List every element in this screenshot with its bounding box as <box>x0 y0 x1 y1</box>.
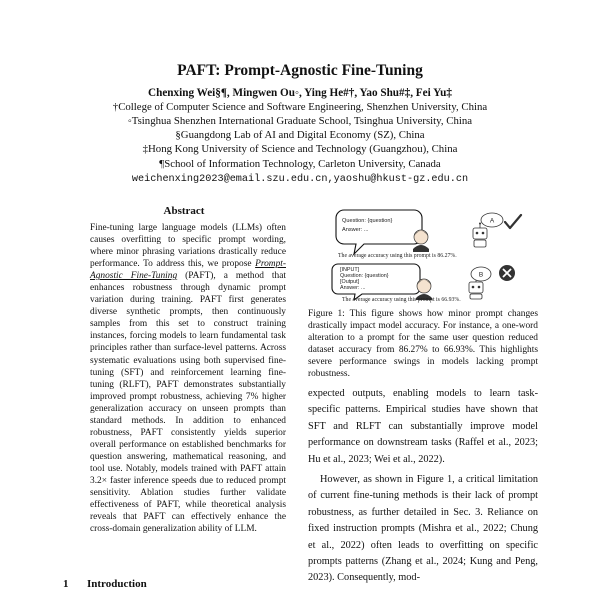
robot-icon <box>473 223 487 248</box>
prompt-line-bottom-4: Answer: ... <box>340 285 366 291</box>
abstract-body <box>90 222 286 535</box>
answer-text-bottom: B <box>478 271 484 279</box>
affiliation-3: §Guangdong Lab of AI and Digital Economy (SZ), China <box>175 129 425 141</box>
figure-caption: Figure 1: This figure shows how minor prompt changes drastically impact model accuracy. For instance, a one-word alteration to a prompt for the same user question reduced dataset accuracy from 86.27% to 66.93%. This highlights severe performance swings in models lacking prompt robustness. <box>308 309 538 380</box>
answer-bubble-top <box>481 213 503 227</box>
section-number: 1 <box>63 578 69 590</box>
abstract-heading: Abstract <box>163 205 205 217</box>
figure-1 <box>308 200 538 300</box>
answer-text-top: A <box>489 217 495 225</box>
paragraph: However, as shown in Figure 1, a critical limitation of current fine-tuning methods is their lack of prompt robustness, as further detailed in Sec. 3. Reliance on fixed instruction prompts (Mishra et al., 2022; Chung et al., 2022) often leads to overfitting on specific prompts patterns (Zhang et al., 2024; Kung and Peng, 2023). Consequently, mod- <box>308 474 538 584</box>
result-text-bottom: The average accuracy using this prompt is 66.93%. <box>342 297 461 303</box>
section-heading-introduction <box>63 578 147 590</box>
cross-icon <box>499 265 515 281</box>
prompt-line-bottom-2: Question: {question} <box>340 273 389 279</box>
section-title: Introduction <box>87 578 147 590</box>
abstract-text-before: Fine-tuning large language models (LLMs) often causes overfitting to specific prompt wording, where minor phrasing variations drastically reduce performance. To address this, we propose <box>90 223 286 270</box>
prompt-line-top-2: Answer: ... <box>342 227 369 233</box>
answer-bubble-bottom <box>471 267 491 281</box>
result-text-top: The average accuracy using this prompt is 86.27%. <box>338 253 457 259</box>
prompt-line-top-1: Question: {question} <box>342 218 393 224</box>
affiliation-2: ◦Tsinghua Shenzhen International Graduate School, Tsinghua University, China <box>127 115 473 127</box>
author-list: Chenxing Wei§¶, Mingwen Ou◦, Ying He#†, Yao Shu#‡, Fei Yu‡ <box>148 87 452 99</box>
abstract-text-after: (PAFT), a method that enhances robustness through dynamic prompt variation during training. PAFT first generates diverse synthetic prompts, then continuously samples from this set to construct training instances, forcing models to learn fundamental task principles rather than surface-level patterns. Across systematic evaluations using both supervised fine-tuning (SFT) and reinforcement learning fine-tuning (RLFT), PAFT demonstrates substantially improved prompt robustness, achieving 7% higher generalization accuracy on unseen prompts than standard methods. In addition to enhanced robustness, PAFT consistently yields superior overall performance on established benchmarks for question answering, mathematical reasoning, and tool use. Notably, models trained with PAFT attain 3.2× faster inference speeds due to reduced prompt sensitivity. Ablation studies further validate effectiveness of PAFT, while theoretical analysis reveals that PAFT can effectively enhance the cross-domain generalization ability of LLM. <box>90 271 286 535</box>
affiliation-1: †College of Computer Science and Software Engineering, Shenzhen University, China <box>112 101 488 113</box>
affiliation-4: ‡Hong Kong University of Science and Technology (Guangzhou), China <box>142 143 458 155</box>
body-column-right <box>308 386 538 587</box>
affiliation-5: ¶School of Information Technology, Carleton University, Canada <box>159 158 441 170</box>
prompt-line-bottom-3: [Output] <box>340 279 360 285</box>
paragraph: expected outputs, enabling models to learn task-specific patterns. Empirical studies have shown that SFT and RLFT can substantially improve model performance on downstream tasks (Raffel et al., 2023; Hu et al., 2023; Wei et al., 2022). <box>308 388 538 465</box>
method-name: Prompt-Agnostic Fine-Tuning <box>90 259 286 282</box>
paper-title: PAFT: Prompt-Agnostic Fine-Tuning <box>177 62 423 79</box>
user-icon <box>413 230 429 252</box>
check-icon <box>505 215 521 228</box>
author-emails: weichenxing2023@email.szu.edu.cn,yaoshu@hkust-gz.edu.cn <box>131 174 469 185</box>
prompt-line-bottom-1: [INPUT] <box>340 267 360 273</box>
